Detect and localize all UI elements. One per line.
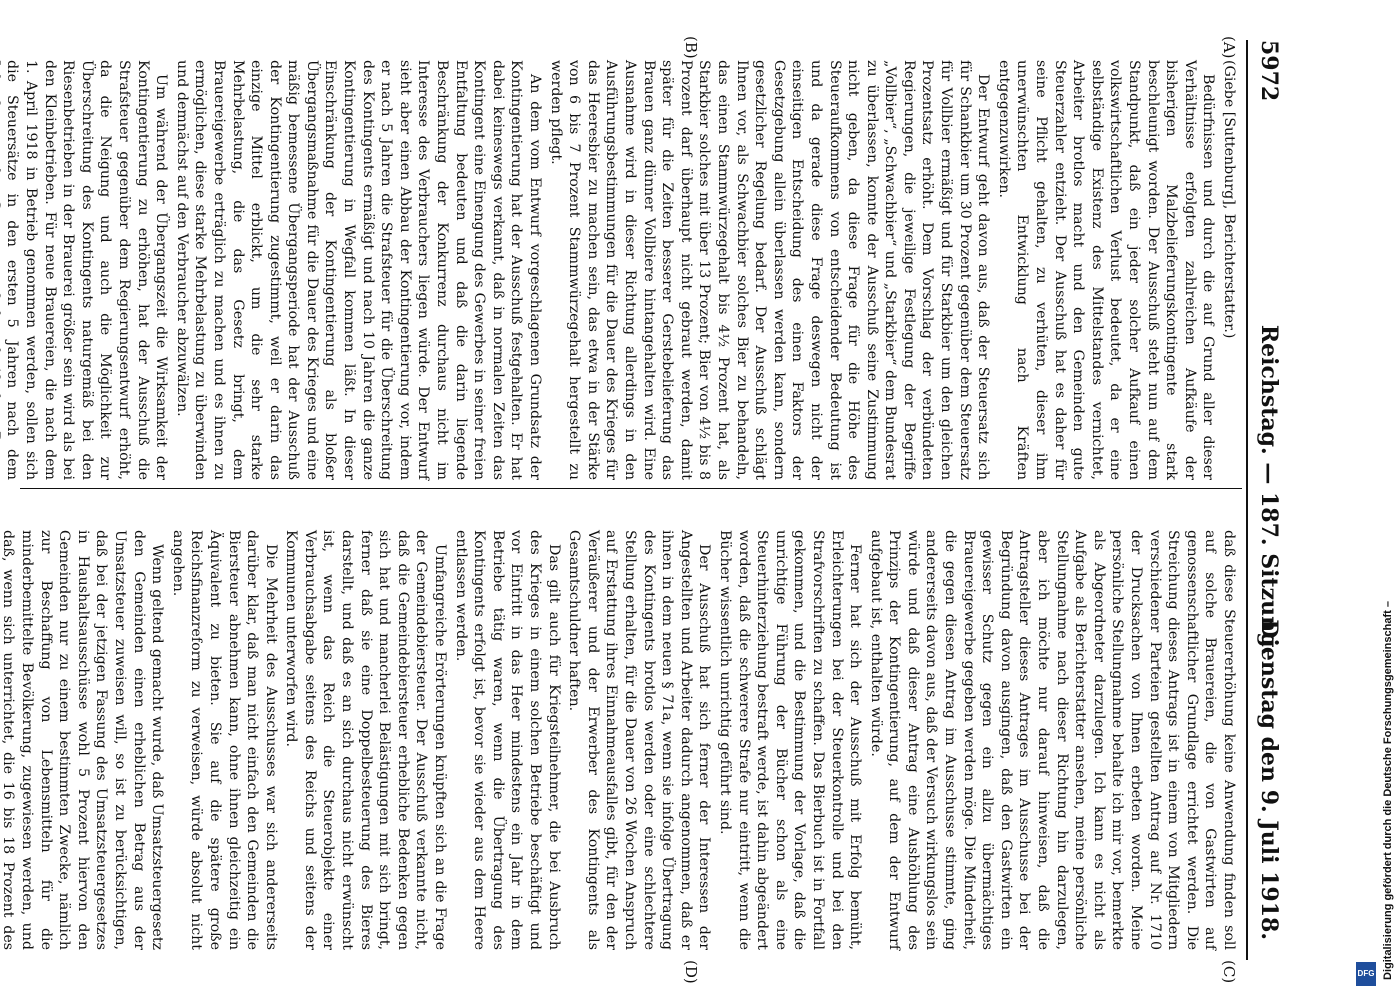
dfg-logo: DFG [1356,962,1376,986]
paragraph: Das gilt auch für Kriegsteilnehmer, die bei Ausbruch des Krieges in einem solchen Betriebe beschäftigt und vor Eintritt in das Heer mindestens ein Jahr in dem Betriebe tätig waren, wenn die Übertragung des Kontingents erfolgt ist, bevor sie wieder aus dem Heere entlassen werden. [452,530,562,950]
right-column [0,530,1238,950]
paragraph: Der Entwurf geht davon aus, daß der Steuersatz sich für Schankbier um 30 Prozent gegenüber dem Steuersatz für Vollbier ermäßigt und für Starkbier um den gleichen Prozentsatz erhöht. Dem Vorschlag der verbündeten Regierungen, die jeweilige Festlegung der Begriffe „Vollbier“, „Schwachbier“ und „Starkbier“ dem Bundesrat zu überlassen, konnte der Ausschuß seine Zustimmung nicht geben, da diese Frage für die Höhe des Steueraufkommens von entscheidender Bedeutung ist und da gerade diese Frage deswegen nicht der einseitigen Entscheidung des einen Faktors der Gesetzgebung allein überlassen werden kann, sondern gesetzlicher Regelung bedarf. Der Ausschuß schlägt Ihnen vor, als Schwachbier solches Bier zu behandeln, das einen Stammwürzegehalt bis 4½ Prozent hat, als Starkbier solches mit über 13 Prozent; Bier von 4½ bis 8 Prozent darf überhaupt nicht gebraut werden, damit später für die Zeiten besserer Gerstebelieferung das Brauen ganz dünner Vollbiere hintangehalten wird. Eine Ausnahme wird in dieser Richtung allerdings in den Ausführungsbestimmungen für die Dauer des Krieges für das Heeresbier zu machen sein, das etwa in der Stärke von 6 bis 7 Prozent Stammwürzegehalt hergestellt zu werden pflegt. [547,60,992,480]
credit-text: Digitalisierung gefördert durch die Deutsche Forschungsgemeinschaft – [1382,601,1394,980]
paragraph: Bedürfnissen und durch die auf Grund aller dieser Verhältnisse erfolgten zahlreichen Aufkäufe der bisherigen Malzbelieferungskontingente stark beschleunigt worden. Der Ausschuß steht nun auf dem Standpunkt, daß ein jeder solcher Aufkauf einen volkswirtschaftlichen Verlust bedeutet, da er eine selbständige Existenz des Mittelstandes vernichtet, Arbeiter brotlos macht und den Gemeinden gute Steuerzahler entzieht. Der Ausschuß hat es daher für seine Pflicht gehalten, zu verhüten, dieser ihm unerwünschten Entwicklung nach Kräften entgegenzuwirken. [995,60,1217,480]
paragraph: Um während der Übergangszeit die Wirksamkeit der Kontingentierung zu erhöhen, hat der Ausschuß die Strafsteuer gegenüber dem Regierungsentwurf erhöht, da die Neigung und auch die Möglichkeit zur Überschreitung des Kontingents naturgemäß bei den Riesenbetrieben in der Brauerei größer sein wird als bei den Kleinbetrieben. Für neue Brauereien, die nach dem 1. April 1918 in Betrieb genommen werden, sollen sich die Steuersätze in den ersten 5 Jahren nach dem [4,60,170,480]
column-separator [20,488,1242,489]
page-number: 5972 [1256,40,1282,102]
margin-marker-b: (B) [682,36,700,59]
margin-marker-c: (C) [1220,960,1238,984]
left-column [4,60,1238,480]
paragraph: Der Ausschuß hat sich ferner der Interessen der Angestellten und Arbeiter dadurch angenommen, daß er ihnen in dem neuen § 71a, wenn sie infolge Übertragung des Kontingents brotlos werden oder eine schlechtere Stellung erhalten, für die Dauer von 26 Wochen Anspruch auf Erstattung ihres Einnahmeausfalles gibt, für den der Veräußerer und der Erwerber des Kontingents als Gesamtschuldner haften. [566,530,713,950]
page-header [1252,40,1282,940]
margin-marker-a: (A) [1220,36,1238,59]
session-date: Dienstag den 9. Juli 1918. [1256,619,1282,940]
session-title: Reichstag. — 187. Sitzung. [1256,324,1282,656]
paragraph: Umfangreiche Erörterungen knüpften sich an die Frage der Gemeindebiersteuer. Der Ausschuß verkannte nicht, daß die Gemeindebiersteuer erhebliche Bedenken gegen sich hat und mancherlei Belästigungen mit sich bringt, ferner daß sie eine Doppelbesteuerung des Bieres darstellt, und daß es an sich durchaus nicht erwünscht ist, wenn das Reich die Steuerobjekte einer Verbrauchsabgabe seitens des Reichs und seitens der Kommunen unterworfen wird. [283,530,449,950]
paragraph: daß diese Steuererhöhung keine Anwendung finden soll auf solche Brauereien, die von Gastwirten auf genossenschaftlicher Grundlage errichtet werden. Die Streichung dieses Antrags ist in einem von Mitgliedern verschiedener Parteien gestellten Antrag auf Nr. 1710 der Drucksachen von Ihnen erbeten worden. Meine persönliche Stellungnahme behalte ich mir vor, bemerkte als Abgeordneter darzulegen. Ich kann es nicht als Aufgabe als Berichterstatter ansehen, meine persönliche Stellungnahme nach dieser Richtung hin darzulegen, aber ich möchte nur darauf hinweisen, daß die Antragsteller dieses Antrages im Ausschusse bei der Begründung davon ausgingen, daß den Gastwirten ein gewisser Schutz gegen ein allzu übermächtiges Brauereigewerbe gegeben werden möge. Die Minderheit, die gegen diesen Antrag im Ausschusse stimmte, ging andererseits davon aus, daß der Versuch wirkungslos sein würde und daß dieser Antrag eine Aushöhlung des Prinzips der Kontingentierung, auf dem der Entwurf aufgebaut ist, enthalten würde. [867,530,1237,950]
digitization-credit [1352,80,1394,980]
paragraph: An dem vom Entwurf vorgeschlagenen Grundsatz der Kontingentierung hat der Ausschuß festgehalten. Er hat dabei keineswegs verkannt, daß in normalen Zeiten das Kontingent eine Einengung des Gewerbes in seiner freien Entfaltung bedeuten und daß die darin liegende Beschränkung der Konkurrenz durchaus nicht im Interesse des Verbrauchers liegen würde. Der Entwurf sieht aber einen Abbau der Kontingentierung vor, indem er nach 5 Jahren die Strafsteuer für die Überschreitung des Kontingents ermäßigt und nach 10 Jahren die ganze Kontingentierung in Wegfall kommen läßt. In dieser Einschränkung der Kontingentierung als bloßer Übergangsmaßnahme für die Dauer des Krieges und eine mäßig bemessene Übergangsperiode hat der Ausschuß der Kontingentierung zugestimmt, weil er darin das einzige Mittel erblickt, um die sehr starke Mehrbelastung, die das Gesetz bringt, dem Brauereigewerbe erträglich zu machen und es ihnen zu ermöglichen, diese starke Mehrbelastung zu überwinden und demnächst auf den Verbraucher abzuwälzen. [173,60,544,480]
paragraph: Wenn geltend gemacht wurde, daß Umsatzsteuergesetz den Gemeinden einen erheblichen Betrag aus der Umsatzsteuer zuweisen will, so ist zu berücksichtigen, daß bei der jetzigen Fassung des Umsatzsteuergesetzes in Haushaltsausschüsse wohl 5 Prozent hiervon den Gemeinden nur zu einem bestimmten Zwecke, nämlich zur Beschaffung von Lebensmitteln für die minderbemittelte Bevölkerung, zugewiesen werden, und daß, wenn sich unterrichtet, die 16 bis 18 Prozent des [0,530,166,950]
paragraph: Ferner hat sich der Ausschuß mit Erfolg bemüht, Erleichterungen bei der Steuerkontrolle und bei den Strafvorschriften zu schaffen. Das Bierbuch ist in Fortfall gekommen, und die Bestimmung der Vorlage, daß die unrichtige Führung der Bücher schon als eine Steuerhinterziehung bestraft werde, ist dahin abgeändert worden, daß die schwerere Strafe nur eintritt, wenn die Bücher wissentlich unrichtig geführt sind. [716,530,864,950]
paragraph: Die Mehrheit des Ausschusses war sich andererseits darüber klar, daß man nicht einfach den Gemeinden die Biersteuer abnehmen kann, ohne ihnen gleichzeitig ein Äquivalent zu bieten. Sie auf die spätere große Reichsfinanzreform zu verweisen, würde absolut nicht angehen. [169,530,279,950]
margin-marker-d: (D) [682,960,700,984]
paragraph: (Giebe [Suttenburg], Berichterstatter.) [1221,60,1237,339]
header-rule [1246,40,1248,960]
